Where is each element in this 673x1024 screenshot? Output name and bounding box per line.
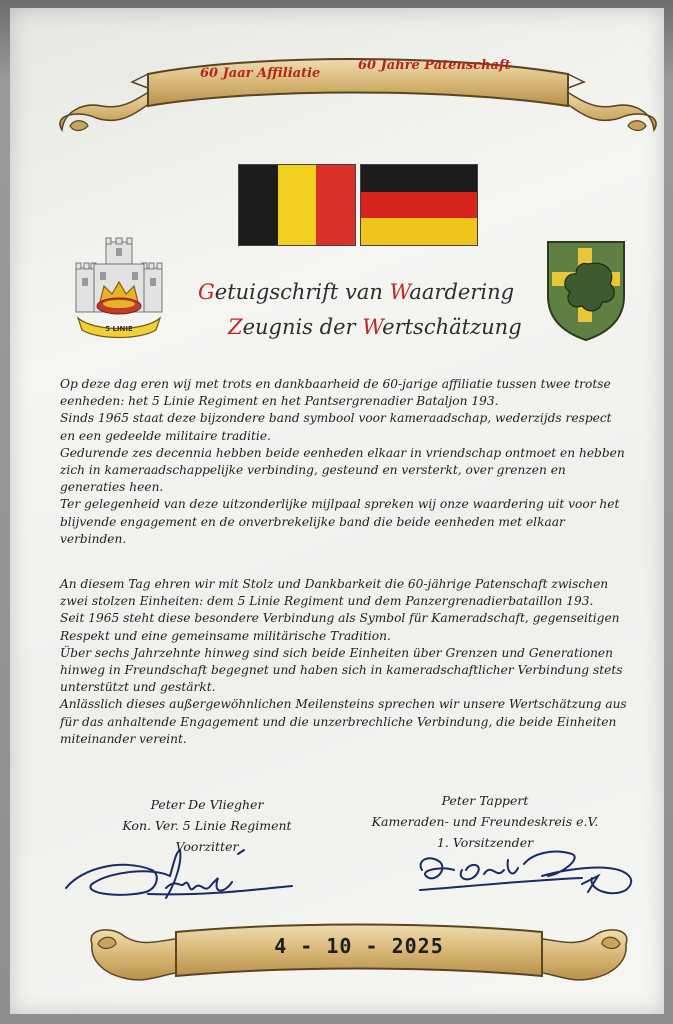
title-german-part-2: ertschätzung xyxy=(382,315,522,339)
battalion-shield-icon xyxy=(544,238,628,342)
title-dutch-initial-2: W xyxy=(389,280,410,304)
ribbon-text-dutch: 60 Jaar Affiliatie xyxy=(200,66,321,81)
title-german-initial-2: W xyxy=(362,315,383,339)
title-dutch-part-2: aardering xyxy=(409,280,515,304)
signer-left-role: Voorzitter xyxy=(175,839,239,854)
belgian-flag-red-stripe xyxy=(316,165,355,245)
ribbon-text-german: 60 Jahre Patenschaft xyxy=(358,58,511,73)
castle-crest-icon xyxy=(70,236,168,340)
german-paragraph: Anlässlich dieses außergewöhnlichen Meilensteins sprechen wir unsere Wertschätzung aus für das anhaltende Engagement und die unzerbrechliche Verbindung, die beide Einheiten miteinander vereint. xyxy=(60,697,627,746)
dutch-text-block xyxy=(60,376,630,548)
bottom-ribbon-banner xyxy=(86,918,632,996)
title-dutch-part-1: etuigschrift van xyxy=(214,280,390,304)
belgian-flag-yellow-stripe xyxy=(278,165,317,245)
dutch-paragraph: Gedurende zes decennia hebben beide eenheden elkaar in vriendschap ontmoet en hebben zich in kameraadschappelijke verbinding, gesteund en versterkt, over grenzen en generaties heen. xyxy=(60,445,625,495)
dutch-paragraph: Sinds 1965 staat deze bijzondere band symbool voor kameraadschap, wederzijds respect en een gedeelde militaire traditie. xyxy=(60,411,612,443)
german-paragraph: An diesem Tag ehren wir mit Stolz und Dankbarkeit die 60-jährige Patenschaft zwischen zwei stolzen Einheiten: dem 5 Linie Regiment und dem Panzergrenadierbataillon 193. xyxy=(60,577,609,609)
top-ribbon-banner xyxy=(52,52,664,152)
belgian-flag-black-stripe xyxy=(239,165,278,245)
german-paragraph: Seit 1965 steht diese besondere Verbindung als Symbol für Kameradschaft, gegenseitigen Respekt und eine gemeinsame militärische Tradition. xyxy=(60,611,620,643)
title-german-initial-1: Z xyxy=(228,315,243,339)
certificate-date: 4 - 10 - 2025 xyxy=(274,934,444,958)
crest-ribbon-text: 5 LINIE xyxy=(105,325,133,333)
belgian-flag-icon xyxy=(238,164,356,246)
signature-right-icon xyxy=(412,840,644,912)
signer-left-name: Peter De Vliegher xyxy=(150,797,264,812)
german-flag-gold-stripe xyxy=(361,218,477,245)
title-german-part-1: eugnis der xyxy=(242,315,363,339)
signer-right-org: Kameraden- und Freundeskreis e.V. xyxy=(371,814,599,829)
title-dutch xyxy=(198,280,514,304)
signer-right-name: Peter Tappert xyxy=(441,793,529,808)
signer-right-role: 1. Vorsitzender xyxy=(436,835,534,850)
dutch-paragraph: Op deze dag eren wij met trots en dankbaarheid de 60-jarige affiliatie tussen twee trotse eenheden: het 5 Linie Regiment en het Pantsergrenadier Bataljon 193. xyxy=(60,377,611,409)
title-german xyxy=(228,315,522,339)
german-flag-red-stripe xyxy=(361,192,477,219)
german-paragraph: Über sechs Jahrzehnte hinweg sind sich beide Einheiten über Grenzen und Generationen hinweg in Freundschaft begegnet und haben sich in kameradschaftlicher Verbindung stets unterstützt und gestärkt. xyxy=(60,645,623,695)
german-flag-black-stripe xyxy=(361,165,477,192)
signer-left-org: Kon. Ver. 5 Linie Regiment xyxy=(122,818,292,833)
german-flag-icon xyxy=(360,164,478,246)
signature-left-icon xyxy=(62,848,302,920)
german-text-block xyxy=(60,576,630,748)
dutch-paragraph: Ter gelegenheid van deze uitzonderlijke mijlpaal spreken wij onze waardering uit voor het blijvende engagement en de onverbrekelijke band die beide eenheden met elkaar verbinden. xyxy=(60,497,620,546)
title-dutch-initial-1: G xyxy=(198,280,215,304)
